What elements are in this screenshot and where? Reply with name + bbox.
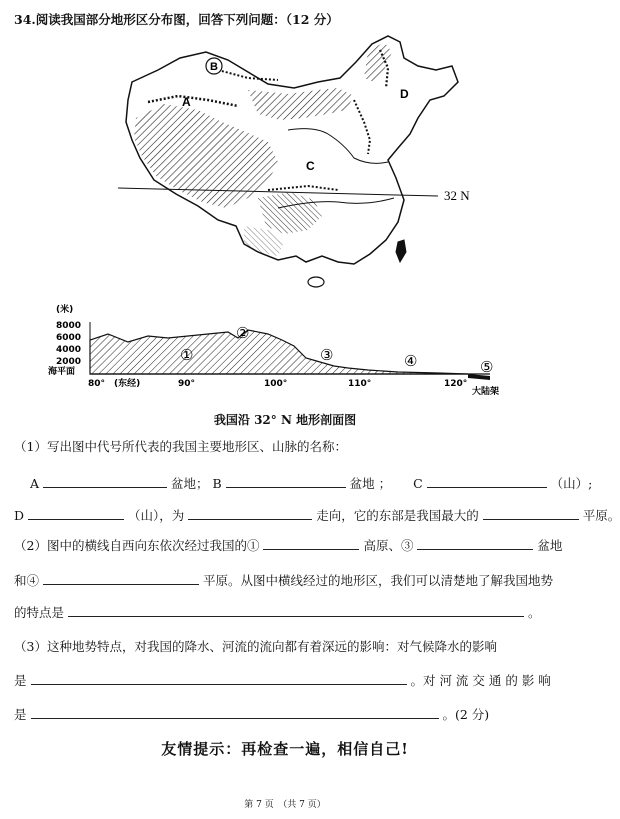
- y-tick: 4000: [56, 345, 82, 355]
- q2-line-2: [14, 571, 553, 589]
- q2-text-3: 盆地: [537, 538, 563, 553]
- label-b: B: [212, 476, 222, 491]
- answer-b-blank[interactable]: [226, 475, 346, 488]
- label-c: C: [413, 476, 423, 491]
- map-label-a: A: [182, 95, 191, 109]
- q1-line-abc: [30, 474, 592, 492]
- answer-plateau-blank[interactable]: [263, 537, 359, 550]
- x-tick: 100°: [264, 379, 288, 389]
- q2-text-2: 高原、③: [363, 538, 414, 553]
- q2-text-1: （2）图中的横线自西向东依次经过我国的①: [14, 538, 260, 553]
- q3-line-2: [14, 671, 551, 689]
- map-label-c: C: [306, 159, 315, 173]
- x-tick: (东经): [114, 379, 141, 389]
- y-tick: 8000: [56, 321, 82, 331]
- q3-line-3: [14, 705, 489, 723]
- answer-c-blank[interactable]: [427, 475, 547, 488]
- d-mid2: 走向，它的东部是我国最大的: [316, 508, 479, 523]
- answer-basin-blank[interactable]: [417, 537, 533, 550]
- circled-5: ⑤: [480, 358, 494, 376]
- answer-plain-blank[interactable]: [483, 507, 579, 520]
- answer-direction-blank[interactable]: [188, 507, 312, 520]
- y-tick: 6000: [56, 333, 82, 343]
- q1-line-d: [14, 506, 620, 524]
- circled-1: ①: [180, 346, 194, 364]
- suffix-c: （山）;: [550, 476, 593, 491]
- answer-a-blank[interactable]: [43, 475, 167, 488]
- y-tick: 2000: [56, 357, 82, 367]
- answer-river-blank[interactable]: [31, 706, 439, 719]
- q2-text-4: 和④: [14, 573, 40, 588]
- x-tick: 120°: [444, 379, 468, 389]
- q3-text-3: 。对 河 流 交 通 的 影 响: [410, 673, 551, 688]
- q2-text-5: 平原。从图中横线经过的地形区，我们可以清楚地了解我国地势: [202, 573, 553, 588]
- map-label-b: B: [210, 61, 218, 73]
- answer-plain4-blank[interactable]: [43, 572, 199, 585]
- d-mid: （山），为: [128, 508, 185, 523]
- x-tick: 80°: [88, 379, 106, 389]
- answer-d-blank[interactable]: [28, 507, 124, 520]
- q2-text-6: 的特点是: [14, 605, 65, 620]
- page-footer: 第 7 页 （共 7 页）: [244, 800, 326, 810]
- profile-caption: 我国沿 32° N 地形剖面图: [213, 413, 357, 427]
- d-suffix: 平原。: [582, 508, 620, 523]
- map-label-d: D: [400, 87, 409, 101]
- q3-line-1: （3）这种地势特点，对我国的降水、河流的流向都有着深远的影响：对气候降水的影响: [14, 639, 497, 654]
- sea-level-label: 海平面: [48, 367, 76, 377]
- x-tick: 110°: [348, 379, 372, 389]
- suffix-a: 盆地；: [171, 476, 209, 491]
- answer-terrain-feature-blank[interactable]: [68, 604, 524, 617]
- china-terrain-map: [118, 30, 478, 292]
- y-unit: (米): [56, 305, 74, 315]
- q3-text-5: 。(2 分): [442, 707, 490, 722]
- terrain-profile-chart: [38, 300, 528, 404]
- q2-line-1: [14, 536, 562, 554]
- q3-text-4: 是: [14, 707, 27, 722]
- q3-text-2: 是: [14, 673, 27, 688]
- q2-text-7: 。: [527, 605, 541, 620]
- label-d: D: [14, 508, 25, 523]
- q2-line-3: [14, 603, 541, 621]
- question-title: 34.阅读我国部分地形区分布图，回答下列问题：（12 分）: [14, 12, 339, 27]
- circled-2: ②: [236, 324, 250, 342]
- shelf-label: 大陆架: [472, 387, 500, 397]
- label-a: A: [30, 476, 40, 491]
- friendly-tip: 友情提示：再检查一遍，相信自己!: [161, 740, 409, 758]
- x-tick: 90°: [178, 379, 196, 389]
- latitude-label: 32 N: [444, 188, 470, 203]
- suffix-b: 盆地 ；: [349, 476, 392, 491]
- q1-intro: （1）写出图中代号所代表的我国主要地形区、山脉的名称：: [14, 439, 347, 454]
- circled-3: ③: [320, 346, 334, 364]
- circled-4: ④: [404, 352, 418, 370]
- answer-precip-blank[interactable]: [31, 672, 407, 685]
